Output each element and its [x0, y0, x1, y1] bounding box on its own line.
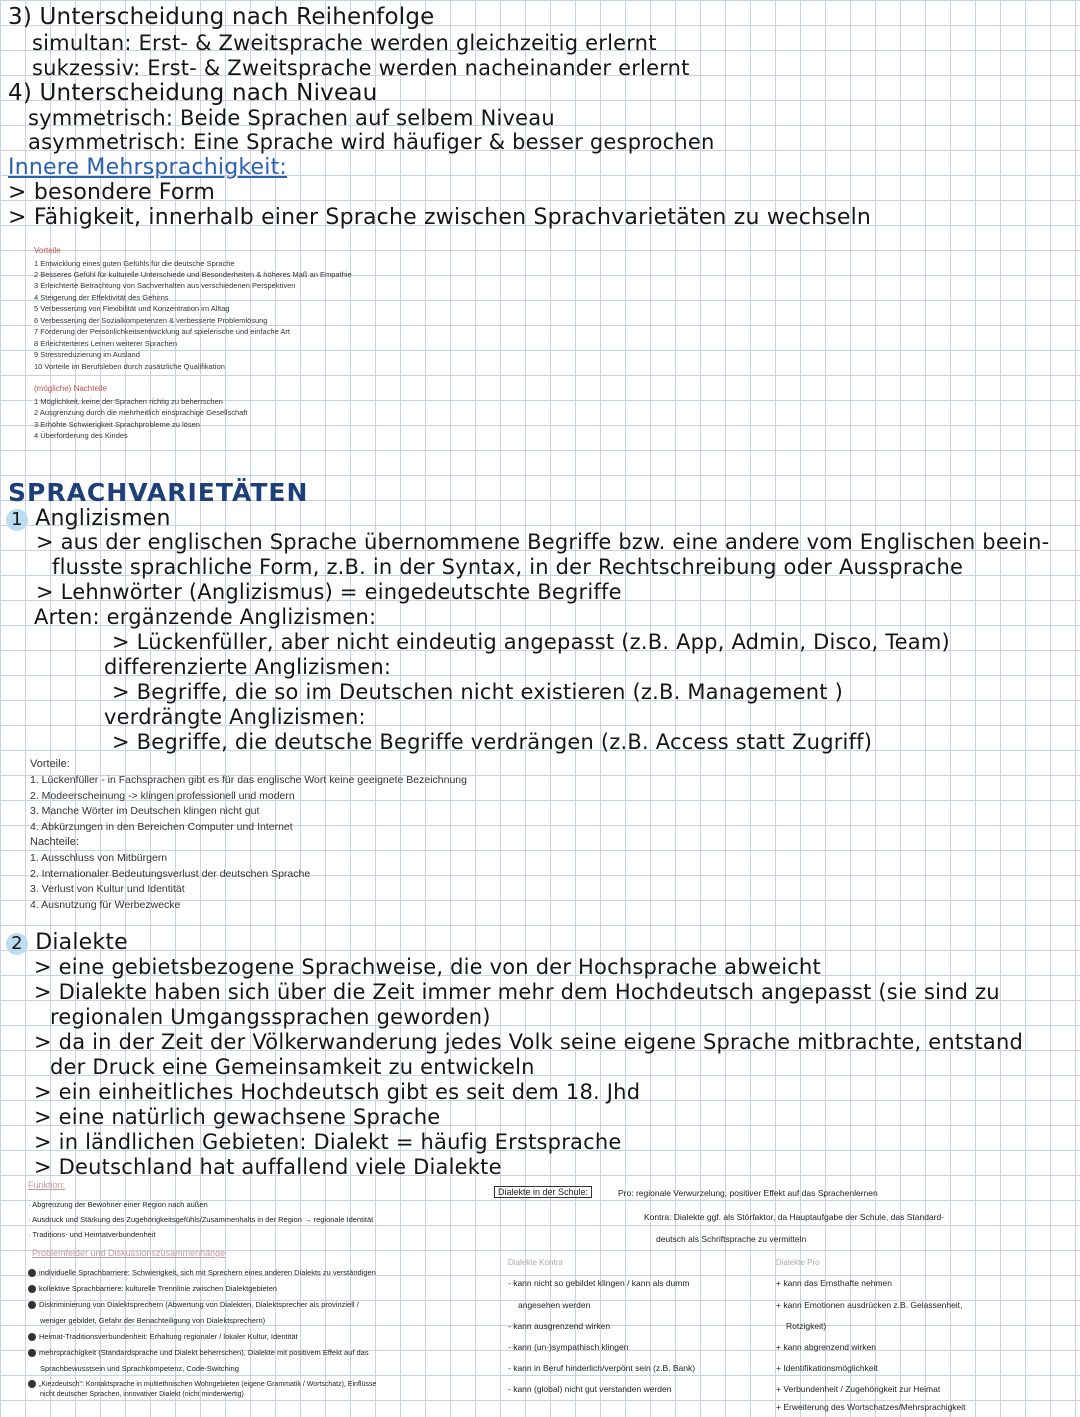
section-title: SPRACHVARIETÄTEN	[8, 478, 309, 507]
text-line: > Begriffe, die so im Deutschen nicht existieren (z.B. Management )	[112, 680, 843, 704]
list-item: Heimat-Traditionsverbundenheit: Erhaltung regionaler / lokaler Kultur, Identität	[28, 1332, 298, 1341]
list-item: 6 Verbesserung der Sozialkompetenzen & verbesserte Problemlösung	[34, 316, 268, 325]
list-item: 3 Erleichterte Betrachtung von Sachverhalten aus verschiedenen Perspektiven	[34, 281, 296, 290]
list-item: Sprachbewusstsein und Sprachkompetenz, Code-Switching	[40, 1364, 239, 1373]
heading-innere-mehrsprachigkeit: Innere Mehrsprachigkeit:	[8, 155, 288, 180]
pro-item: + kann abgrenzend wirken	[776, 1342, 876, 1352]
pro-item: + Identifikationsmöglichkeit	[776, 1363, 878, 1373]
list-item: „Kiezdeutsch": Kontaktsprache in multiethnischen Wohngebieten (eigene Grammatik / Wortschatz), Einflüsse	[28, 1380, 376, 1388]
nachteile-title: (mögliche) Nachteile	[34, 384, 107, 393]
list-item: 7 Förderung der Persönlichkeitsentwicklung auf spielerische und einfache Art	[34, 327, 290, 336]
kontra-item: - kann ausgrenzend wirken	[508, 1321, 611, 1331]
vorteile-mehrsprachigkeit	[34, 246, 434, 446]
number-badge: 2	[6, 933, 28, 955]
pro-item: + Erweiterung des Wortschatzes/Mehrsprachigkeit	[776, 1402, 966, 1412]
line-simultan: simultan: Erst- & Zweitsprache werden gleichzeitig erlernt	[32, 31, 657, 55]
text-line: > aus der englischen Sprache übernommene Begriffe bzw. eine andere vom Englischen beein-	[36, 530, 1050, 554]
text-line: flusste sprachliche Form, z.B. in der Syntax, in der Rechtschreibung oder Aussprache	[52, 555, 964, 579]
pro-title: Dialekte Pro	[776, 1258, 820, 1267]
kontra-item: - kann (un-)sympathisch klingen	[508, 1342, 629, 1352]
list-item: 1 Möglichkeit, keine der Sprachen richtig zu beherrschen	[34, 397, 223, 406]
kontra-title: Dialekte Kontra	[508, 1258, 563, 1267]
list-item: 2 Besseres Gefühl für kulturelle Unterschiede und Besonderheiten & höheres Maß an Empathie	[34, 270, 352, 279]
text-line: der Druck eine Gemeinsamkeit zu entwickeln	[50, 1055, 535, 1079]
list-item: 8 Erleichterteres Lernen weiterer Sprachen	[34, 339, 177, 348]
list-item: mehrsprachigkeit (Standardsprache und Dialekt beherrschen), Dialekte mit positivem Effekt auf das	[28, 1348, 369, 1357]
list-item: Diskriminierung von Dialektsprechern (Abwertung von Dialekten, Dialektsprecher als provinziell /	[28, 1300, 359, 1309]
line-sukzessiv: sukzessiv: Erst- & Zweitsprache werden nacheinander erlernt	[32, 56, 690, 80]
nachteile-label: Nachteile:	[30, 836, 79, 848]
line-asymmetrisch: asymmetrisch: Eine Sprache wird häufiger & besser gesprochen	[28, 130, 715, 154]
pro-item: + Verbundenheit / Zugehörigkeit zur Heimat	[776, 1384, 941, 1394]
list-item: 2 Ausgrenzung durch die mehrheitlich einsprachige Gesellschaft	[34, 408, 248, 417]
vorteile-label: Vorteile:	[30, 758, 70, 770]
kontra-item: - kann (global) nicht gut verstanden werden	[508, 1384, 672, 1394]
text-line: differenzierte Anglizismen:	[104, 655, 392, 679]
anglizismen-pro-contra	[30, 758, 530, 918]
list-item: kollektive Sprachbarriere: kulturelle Trennlinie zwischen Dialektgebieten	[28, 1284, 277, 1293]
list-item: 4. Ausnutzung für Werbezwecke	[30, 899, 181, 911]
list-item: 1. Ausschluss von Mitbürgern	[30, 852, 168, 864]
list-item: individuelle Sprachbarriere: Schwierigkeit, sich mit Sprechern eines anderen Dialekts zu verständigen	[28, 1268, 376, 1277]
dialekte-heading	[6, 930, 128, 955]
text-line: Arten: ergänzende Anglizismen:	[34, 605, 377, 629]
line-faehigkeit: > Fähigkeit, innerhalb einer Sprache zwischen Sprachvarietäten zu wechseln	[8, 205, 872, 230]
pro-item: + kann Emotionen ausdrücken z.B. Gelassenheit,	[776, 1300, 963, 1310]
text-line: > da in der Zeit der Völkerwanderung jedes Volk seine eigene Sprache mitbrachte, entstand	[34, 1030, 1024, 1054]
heading-niveau: 4) Unterscheidung nach Niveau	[8, 80, 378, 106]
schule-pro: Pro: regionale Verwurzelung, positiver Effekt auf das Sprachenlernen	[618, 1188, 878, 1198]
anglizismen-heading	[6, 506, 171, 531]
list-item: 4. Abkürzungen in den Bereichen Computer und Internet	[30, 821, 293, 833]
list-item: · Ausdruck und Stärkung des Zugehörigkeitsgefühls/Zusammenhalts in der Region → regionale Identität	[28, 1215, 374, 1224]
pro-item: + kann das Ernsthafte nehmen	[776, 1278, 893, 1288]
list-item: 4 Überforderung des Kindes	[34, 431, 128, 440]
funktion-title: Funktion:	[28, 1180, 66, 1190]
vorteile-title: Vorteile	[34, 246, 61, 255]
line-symmetrisch: symmetrisch: Beide Sprachen auf selbem Niveau	[28, 106, 555, 130]
text-line: > eine natürlich gewachsene Sprache	[34, 1105, 441, 1129]
anglizismen-title: Anglizismen	[35, 506, 171, 531]
text-line: > Lehnwörter (Anglizismus) = eingedeutschte Begriffe	[36, 580, 622, 604]
kontra-item: - kann in Beruf hinderlich/verpönt sein (z.B. Bank)	[508, 1363, 696, 1373]
kontra-item: angesehen werden	[518, 1300, 591, 1310]
dialekte-title: Dialekte	[35, 930, 128, 955]
text-line: > eine gebietsbezogene Sprachweise, die von der Hochsprache abweicht	[34, 955, 821, 979]
list-item: 1 Entwicklung eines guten Gefühls für die deutsche Sprache	[34, 259, 235, 268]
list-item: 5 Verbesserung von Flexibilität und Konzentration im Alltag	[34, 304, 230, 313]
list-item: · Abgrenzung der Bewohner einer Region nach außen	[28, 1200, 208, 1209]
text-line: > in ländlichen Gebieten: Dialekt = häufig Erstsprache	[34, 1130, 622, 1154]
list-item: weniger gebildet, Gefahr der Benachteiligung von Dialektsprechern)	[40, 1316, 266, 1325]
schule-kontra-1: Kontra: Dialekte ggf. als Störfaktor, da Hauptaufgabe der Schule, das Standard-	[644, 1212, 945, 1222]
list-item: 3. Manche Wörter im Deutschen klingen nicht gut	[30, 805, 260, 817]
list-item: 3 Erhöhte Schwierigkeit Sprachprobleme zu lösen	[34, 420, 200, 429]
text-line: > Dialekte haben sich über die Zeit immer mehr dem Hochdeutsch angepasst (sie sind zu	[34, 980, 1000, 1004]
text-line: verdrängte Anglizismen:	[104, 705, 366, 729]
schule-kontra-2: deutsch als Schriftsprache zu vermitteln	[656, 1234, 807, 1244]
list-item: 9 Stressreduzierung im Ausland	[34, 350, 140, 359]
problemfelder-title: Problemfelder und Diskussionszusammenhänge	[32, 1248, 226, 1258]
heading-reihenfolge: 3) Unterscheidung nach Reihenfolge	[8, 4, 435, 30]
kontra-item: - kann nicht so gebildet klingen / kann als dumm	[508, 1278, 690, 1288]
list-item: 2. Internationaler Bedeutungsverlust der deutschen Sprache	[30, 868, 311, 880]
text-line: regionalen Umgangssprachen geworden)	[50, 1005, 491, 1029]
list-item: 4 Steigerung der Effektivität des Gehirns	[34, 293, 169, 302]
list-item: · Traditions- und Heimatverbundenheit	[28, 1230, 156, 1239]
list-item: 3. Verlust von Kultur und Identität	[30, 883, 185, 895]
line-besondere-form: > besondere Form	[8, 180, 216, 205]
list-item: nicht deutscher Sprachen, innovativer Dialekt (nicht minderwertig)	[40, 1391, 244, 1398]
text-line: > ein einheitliches Hochdeutsch gibt es seit dem 18. Jhd	[34, 1080, 641, 1104]
schule-title: Dialekte in der Schule:	[494, 1186, 592, 1198]
schule-block	[494, 1186, 1074, 1414]
number-badge: 1	[6, 509, 28, 531]
text-line: > Lückenfüller, aber nicht eindeutig angepasst (z.B. App, Admin, Disco, Team)	[112, 630, 950, 654]
text-line: > Deutschland hat auffallend viele Dialekte	[34, 1155, 502, 1179]
list-item: 2. Modeerscheinung -> klingen professionell und modern	[30, 790, 295, 802]
funktion-block	[28, 1180, 483, 1410]
pro-item: Rotzigkeit)	[786, 1321, 827, 1331]
text-line: > Begriffe, die deutsche Begriffe verdrängen (z.B. Access statt Zugriff)	[112, 730, 873, 754]
list-item: 10 Vorteile im Berufsleben durch zusätzliche Qualifikation	[34, 362, 225, 371]
list-item: 1. Lückenfüller - in Fachsprachen gibt es für das englische Wort keine geeignete Bezeichnung	[30, 774, 467, 786]
